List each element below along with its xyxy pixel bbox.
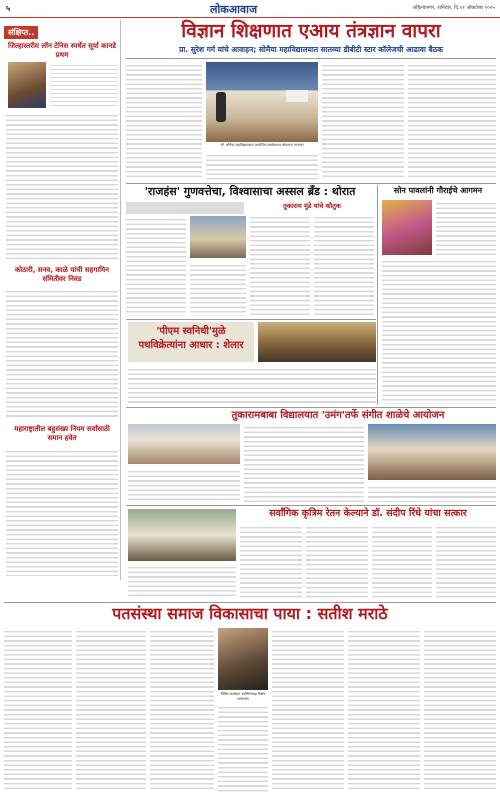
brief-item1-body <box>6 112 118 262</box>
lead-rule <box>126 58 496 59</box>
page-number: ५ <box>6 4 11 13</box>
story2-banner <box>126 202 244 214</box>
story7-col7 <box>424 628 496 792</box>
brief-item3-body <box>6 448 118 576</box>
story7-col1 <box>4 628 72 792</box>
story7-col6 <box>348 628 420 792</box>
lead-col3-text <box>322 62 404 180</box>
story2-photo <box>190 216 246 258</box>
story5-col1 <box>128 468 240 502</box>
story3-body <box>382 258 496 404</box>
story2-col1 <box>126 216 186 316</box>
lead-col2-text <box>206 152 318 180</box>
story6-col4 <box>436 524 496 598</box>
story5-col2 <box>244 424 364 502</box>
story6-col3 <box>372 524 432 598</box>
story4-headline: 'पीएम स्वनिधी'मुळे पथविक्रेत्यांना आधार : शेलार <box>138 326 244 351</box>
story4-body <box>128 366 376 404</box>
story7-col5 <box>272 628 344 792</box>
story7-headline: पतसंस्था समाज विकासाचा पाया : सतीश मराठे <box>112 604 388 623</box>
story7-rule <box>4 602 496 603</box>
story5-photo2 <box>368 424 496 480</box>
story7-portrait <box>218 628 268 690</box>
story3-headline: सोन पावलांनी गौराईचे आगमन <box>393 186 483 195</box>
story7-caption: विविध कार्यक्रम उपस्थितांसह विशेष मार्गदर्शन <box>220 692 266 701</box>
brief-tag: संक्षिप्त.. <box>4 26 38 39</box>
lead-col1-text <box>126 62 202 180</box>
story5-rule <box>126 407 496 408</box>
masthead-brand: लोकआवाज <box>210 3 258 16</box>
story5-photo <box>128 424 240 464</box>
lead-photo-caption: श्री. सोमैया महाविद्यालयात आयोजित कार्यक्रमात बोलताना मान्यवर <box>220 143 304 147</box>
story6-headline: सर्वांगिक कृत्रिम रेतन केल्याने डॉ. संदीप रिंधे यांचा सत्कार <box>269 508 467 519</box>
story4-photo <box>258 322 376 362</box>
story3-photo <box>382 200 432 255</box>
story7-col3 <box>150 628 214 792</box>
lead-headline: विज्ञान शिक्षणात एआय तंत्रज्ञान वापरा <box>181 20 441 42</box>
brief-item1-text <box>50 62 118 108</box>
masthead-date: अहिल्यानगर, शनिवार, दि.११ ऑक्टोबर २०२५ <box>412 5 495 11</box>
brief-item2-body <box>6 288 118 418</box>
story6-col0 <box>128 564 236 598</box>
story5-headline: तुकारामबाबा विद्यालयात 'उमंग'तर्फे संगीत शाळेचे आयोजन <box>231 410 445 421</box>
lead-bottom-rule <box>126 183 496 184</box>
story2-col4 <box>314 214 374 316</box>
story3-col1 <box>436 200 496 256</box>
story3-divider <box>377 185 378 405</box>
brief-item1-photo <box>8 62 46 108</box>
story2-headline: 'राजहंस' गुणवत्तेचा, विश्वासाचा अस्सल ब्रँड : थोरात <box>144 185 356 198</box>
brief-column <box>4 20 121 580</box>
story6-rule <box>126 505 496 506</box>
story6-photo <box>128 509 236 561</box>
story2-col2 <box>190 262 246 316</box>
lead-col4-text <box>408 62 496 180</box>
story2-kicker: तुकाराम मुंडे यांचे कौतुक <box>283 202 341 210</box>
story4-rule <box>126 319 376 320</box>
story4-headline-box <box>128 322 254 362</box>
brief-item3-headline: महाराष्ट्रातील बहुसंख्य नियम सर्वांसाठी समान हवेत <box>14 425 110 442</box>
lead-subhead: प्रा. सुरेश गर्ग यांचे आवाहन; सोमैया महाविद्यालयात सातव्या डीबीटी स्टार कॉलेजची आढावा बैठक <box>179 45 443 54</box>
header-rule <box>0 17 500 18</box>
story7-col4 <box>218 704 268 792</box>
lead-photo <box>206 62 318 142</box>
story5-col3 <box>368 484 496 502</box>
brief-item2-headline: कोठारी, सनव, काळे यांची सहगामिन संमितीवर निवड <box>14 266 110 283</box>
brief-item1-headline: जिल्हास्तरीय लॉन टेनिस स्पर्धेत सूर्या कानडे प्रथम <box>7 42 116 59</box>
story6-col2 <box>306 524 368 598</box>
story6-col1 <box>240 524 302 598</box>
story7-col2 <box>76 628 146 792</box>
story2-col3 <box>250 214 310 316</box>
